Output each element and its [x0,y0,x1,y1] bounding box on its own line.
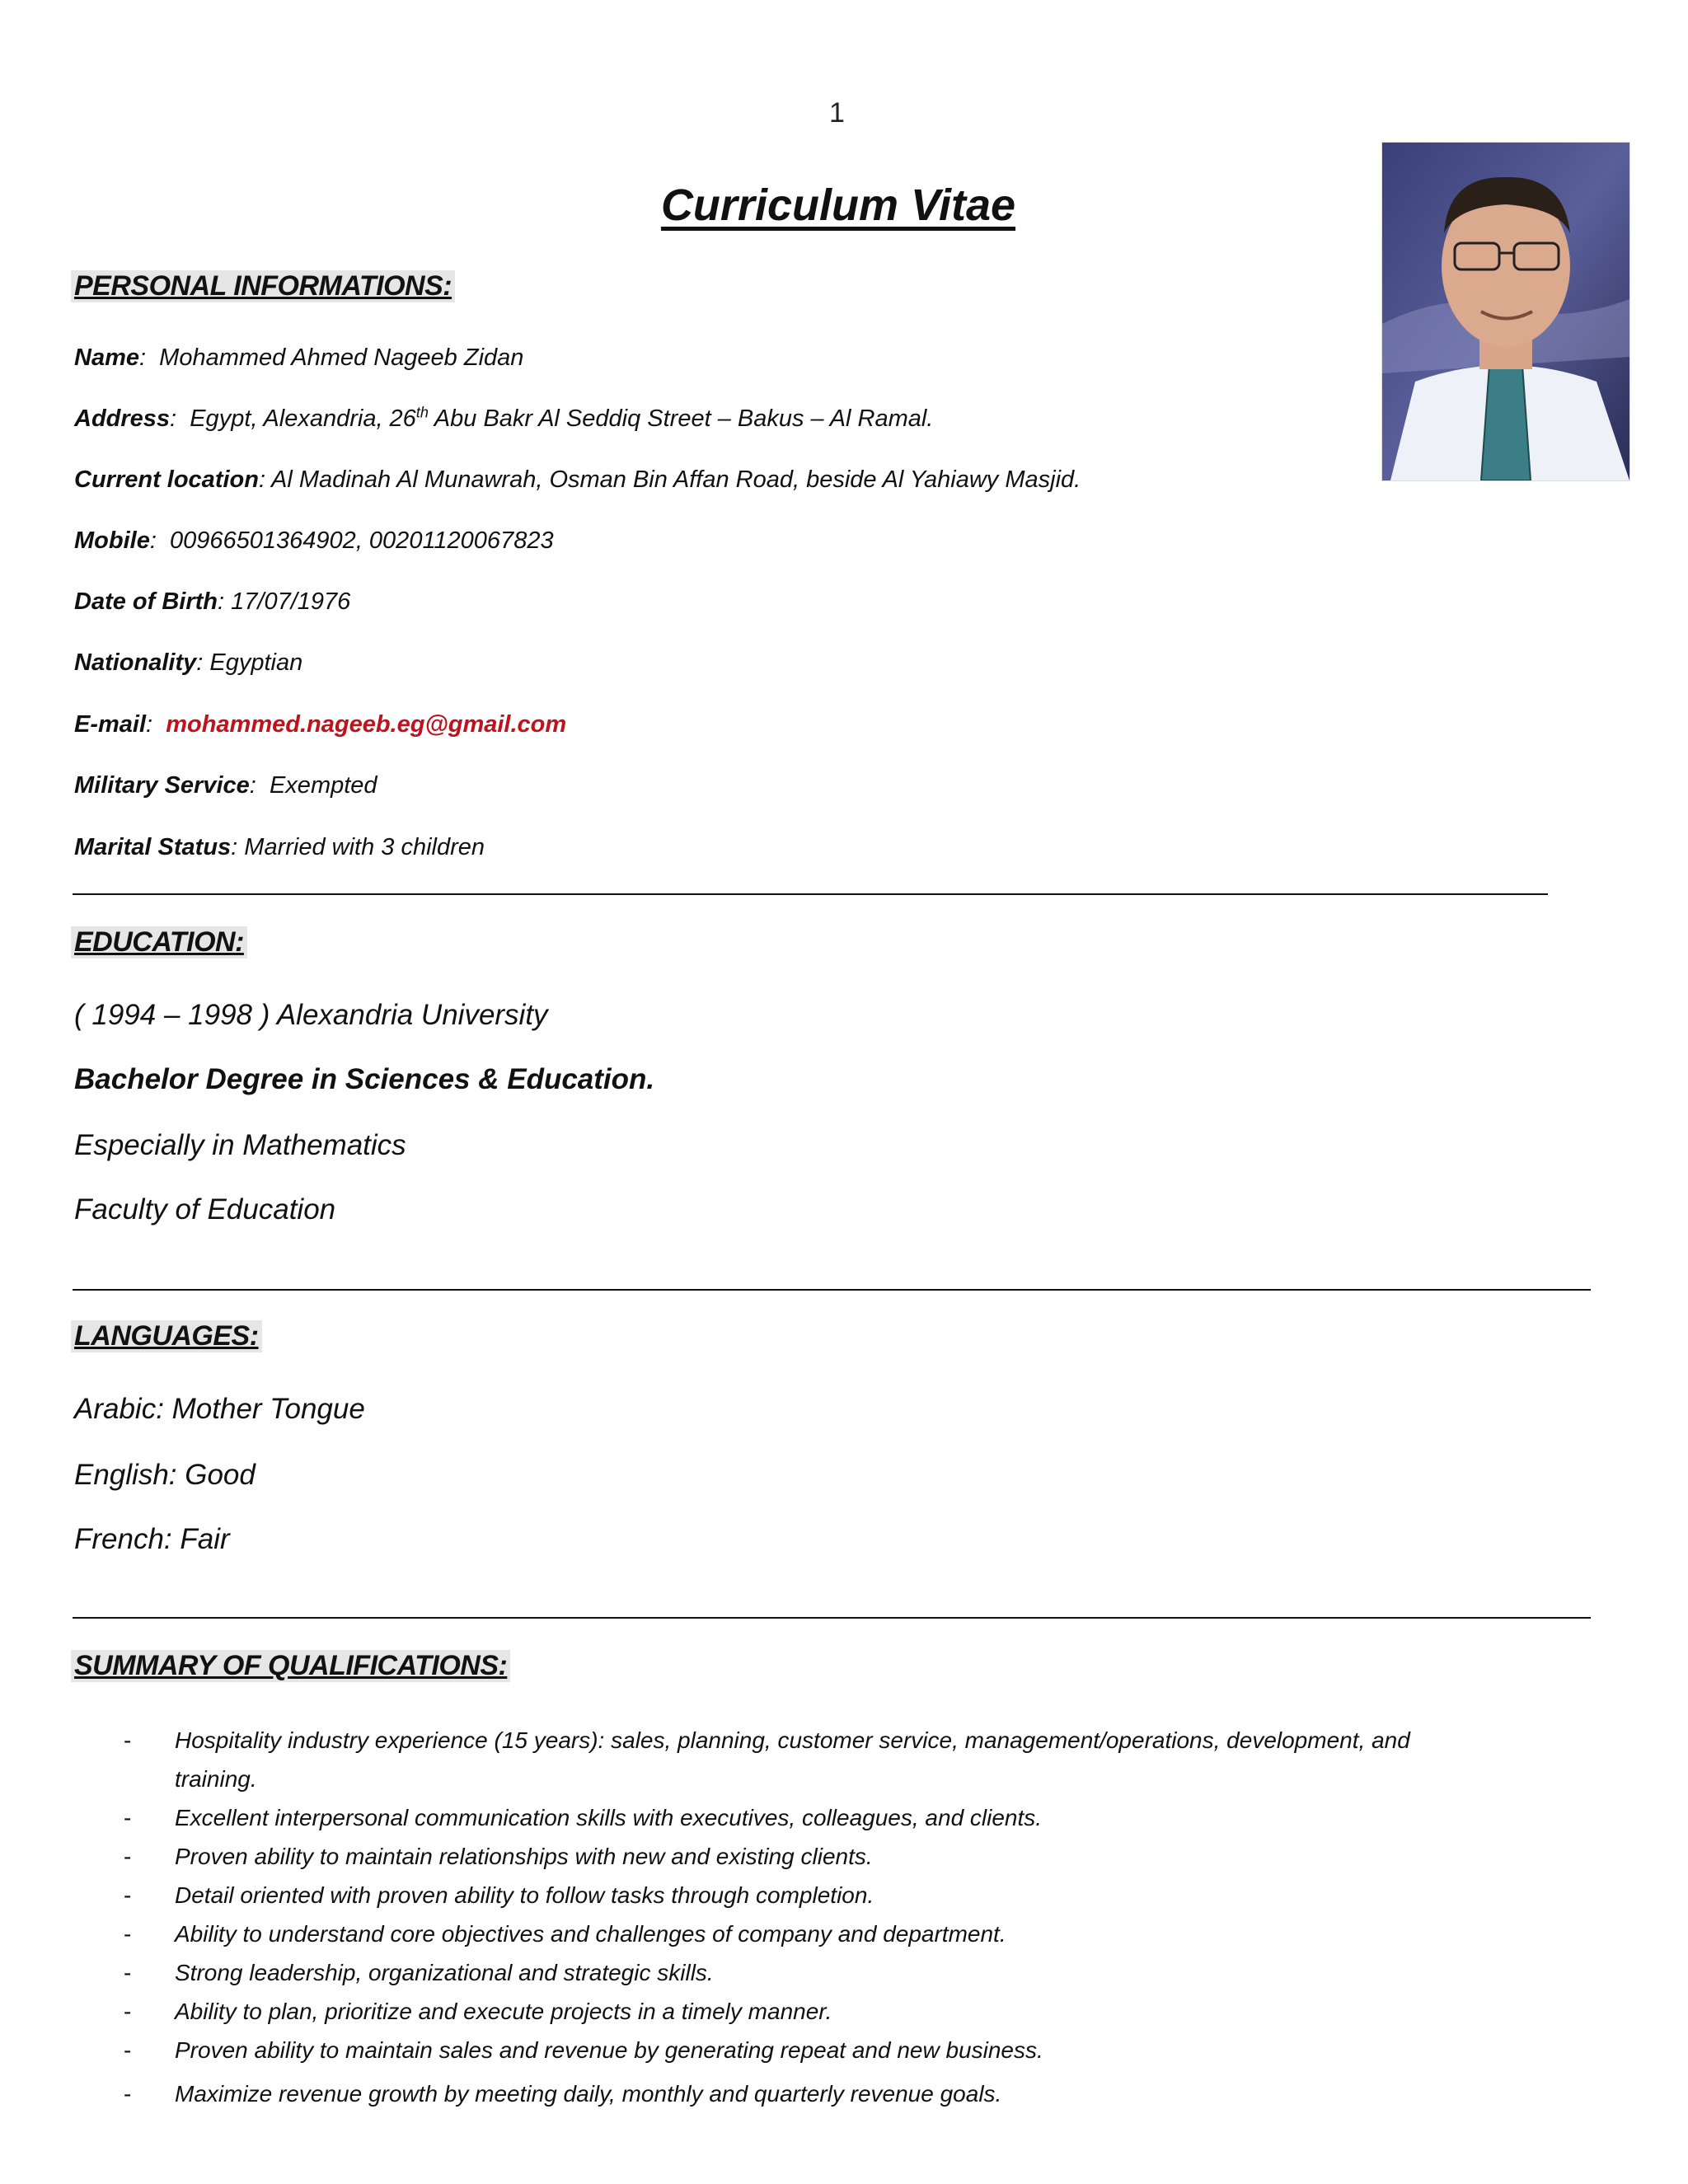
field-nationality-value: Egyptian [209,649,303,676]
field-location: Current location: Al Madinah Al Munawrah, Osman Bin Affan Road, beside Al Yahiawy Masjid. [74,466,1081,493]
list-item-continuation: training. [175,1766,257,1792]
field-address-value-rest: Abu Bakr Al Seddiq Street – Bakus – Al Ramal. [428,405,934,432]
list-item: - Ability to plan, prioritize and execute projects in a timely manner. [124,1999,832,2024]
email-link[interactable]: mohammed.nageeb.eg@gmail.com [166,711,567,738]
field-military: Military Service: Exempted [74,772,377,799]
profile-photo [1381,142,1630,481]
list-item: - Detail oriented with proven ability to follow tasks through completion. [124,1882,874,1908]
field-marital-label: Marital Status [74,834,232,860]
list-item: - Hospitality industry experience (15 years): sales, planning, customer service, management/operations, development, and [124,1727,1410,1753]
field-email-label: E-mail [74,711,147,738]
field-mobile-value: 00966501364902, 00201120067823 [170,527,554,554]
list-item: - Ability to understand core objectives and challenges of company and department. [124,1921,1006,1947]
education-years: ( 1994 – 1998 ) Alexandria University [74,999,548,1031]
field-military-label: Military Service [74,772,250,799]
field-marital-value: Married with 3 children [244,834,485,860]
field-name-label: Name [74,344,139,371]
list-item: - Proven ability to maintain sales and revenue by generating repeat and new business. [124,2037,1043,2063]
page-number: 1 [829,97,845,129]
field-mobile-label: Mobile [74,527,150,554]
language-french: French: Fair [74,1523,230,1555]
divider-rule [73,893,1548,895]
field-address-label: Address [74,405,171,432]
education-degree: Bachelor Degree in Sciences & Education. [74,1063,655,1095]
field-address-superscript: th [415,404,429,421]
section-heading-languages: LANGUAGES: [71,1320,262,1352]
field-name: Name: Mohammed Ahmed Nageeb Zidan [74,344,524,371]
field-military-value: Exempted [269,772,377,799]
document-title: Curriculum Vitae [660,180,1016,230]
field-location-label: Current location [74,466,259,493]
section-heading-summary: SUMMARY OF QUALIFICATIONS: [71,1650,510,1682]
field-dob: Date of Birth: 17/07/1976 [74,588,351,615]
field-name-value: Mohammed Ahmed Nageeb Zidan [159,344,524,371]
field-nationality-label: Nationality [74,649,197,676]
qualifications-list [124,1721,1558,2113]
field-email: E-mail: mohammed.nageeb.eg@gmail.com [74,711,567,738]
field-nationality: Nationality: Egyptian [74,649,303,676]
section-heading-education: EDUCATION: [71,926,247,958]
divider-rule [73,1289,1591,1291]
list-item: - Proven ability to maintain relationships with new and existing clients. [124,1844,873,1869]
field-dob-value: 17/07/1976 [231,588,351,615]
field-address-value: Egypt, Alexandria, 26 [190,405,416,432]
field-address: Address: Egypt, Alexandria, 26th Abu Bakr Al Seddiq Street – Bakus – Al Ramal. [74,404,934,432]
divider-rule [73,1617,1591,1619]
list-item: - Strong leadership, organizational and strategic skills. [124,1960,714,1985]
field-dob-label: Date of Birth [74,588,218,615]
field-marital: Marital Status: Married with 3 children [74,834,485,860]
list-item: - Excellent interpersonal communication skills with executives, colleagues, and clients. [124,1805,1043,1830]
language-arabic: Arabic: Mother Tongue [74,1393,365,1425]
field-location-value: Al Madinah Al Munawrah, Osman Bin Affan Road, beside Al Yahiawy Masjid. [271,466,1081,493]
education-faculty: Faculty of Education [74,1193,336,1226]
section-heading-personal: PERSONAL INFORMATIONS: [71,270,455,302]
field-mobile: Mobile: 00966501364902, 00201120067823 [74,527,554,554]
list-item: - Maximize revenue growth by meeting daily, monthly and quarterly revenue goals. [124,2081,1002,2107]
education-specialty: Especially in Mathematics [74,1129,406,1161]
language-english: English: Good [74,1459,256,1491]
